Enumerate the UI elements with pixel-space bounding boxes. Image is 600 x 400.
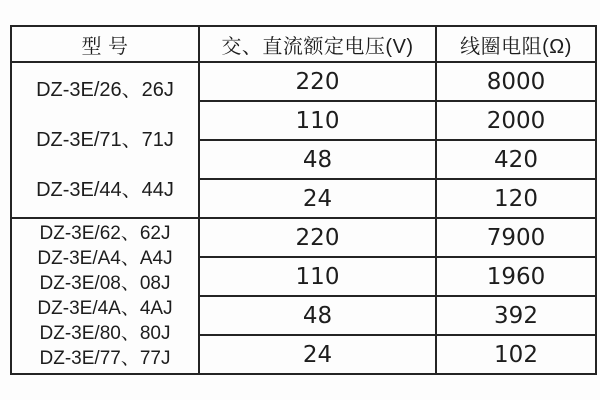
resistance-cell: 2000 [436,101,596,140]
table-row [11,218,596,257]
model-label: DZ-3E/08、08J [39,273,171,294]
model-list-group-1 [12,65,198,215]
model-label: DZ-3E/80、80J [39,323,171,344]
header-model: 型 号 [11,26,199,62]
voltage-cell: 48 [199,140,436,179]
voltage-cell: 24 [199,179,436,218]
model-label: DZ-3E/A4、A4J [37,248,173,269]
model-list-group-2 [12,221,198,371]
resistance-cell: 7900 [436,218,596,257]
resistance-cell: 8000 [436,62,596,101]
model-label: DZ-3E/26、26J [36,79,174,101]
model-label: DZ-3E/44、44J [36,179,174,201]
header-voltage: 交、直流额定电压(V) [199,26,436,62]
voltage-cell: 220 [199,62,436,101]
resistance-cell: 102 [436,335,596,374]
resistance-cell: 392 [436,296,596,335]
resistance-cell: 120 [436,179,596,218]
table-row [11,62,596,101]
model-group-1-cell [11,62,199,218]
resistance-cell: 420 [436,140,596,179]
model-group-2-cell [11,218,199,374]
voltage-cell: 48 [199,296,436,335]
model-label: DZ-3E/62、62J [39,223,171,244]
relay-spec-table [10,25,597,375]
voltage-cell: 110 [199,101,436,140]
voltage-cell: 24 [199,335,436,374]
model-label: DZ-3E/77、77J [39,348,171,369]
model-label: DZ-3E/4A、4AJ [37,298,173,319]
model-label: DZ-3E/71、71J [36,129,174,151]
voltage-cell: 110 [199,257,436,296]
header-row [11,26,596,62]
resistance-cell: 1960 [436,257,596,296]
header-resistance: 线圈电阻(Ω) [436,26,596,62]
voltage-cell: 220 [199,218,436,257]
